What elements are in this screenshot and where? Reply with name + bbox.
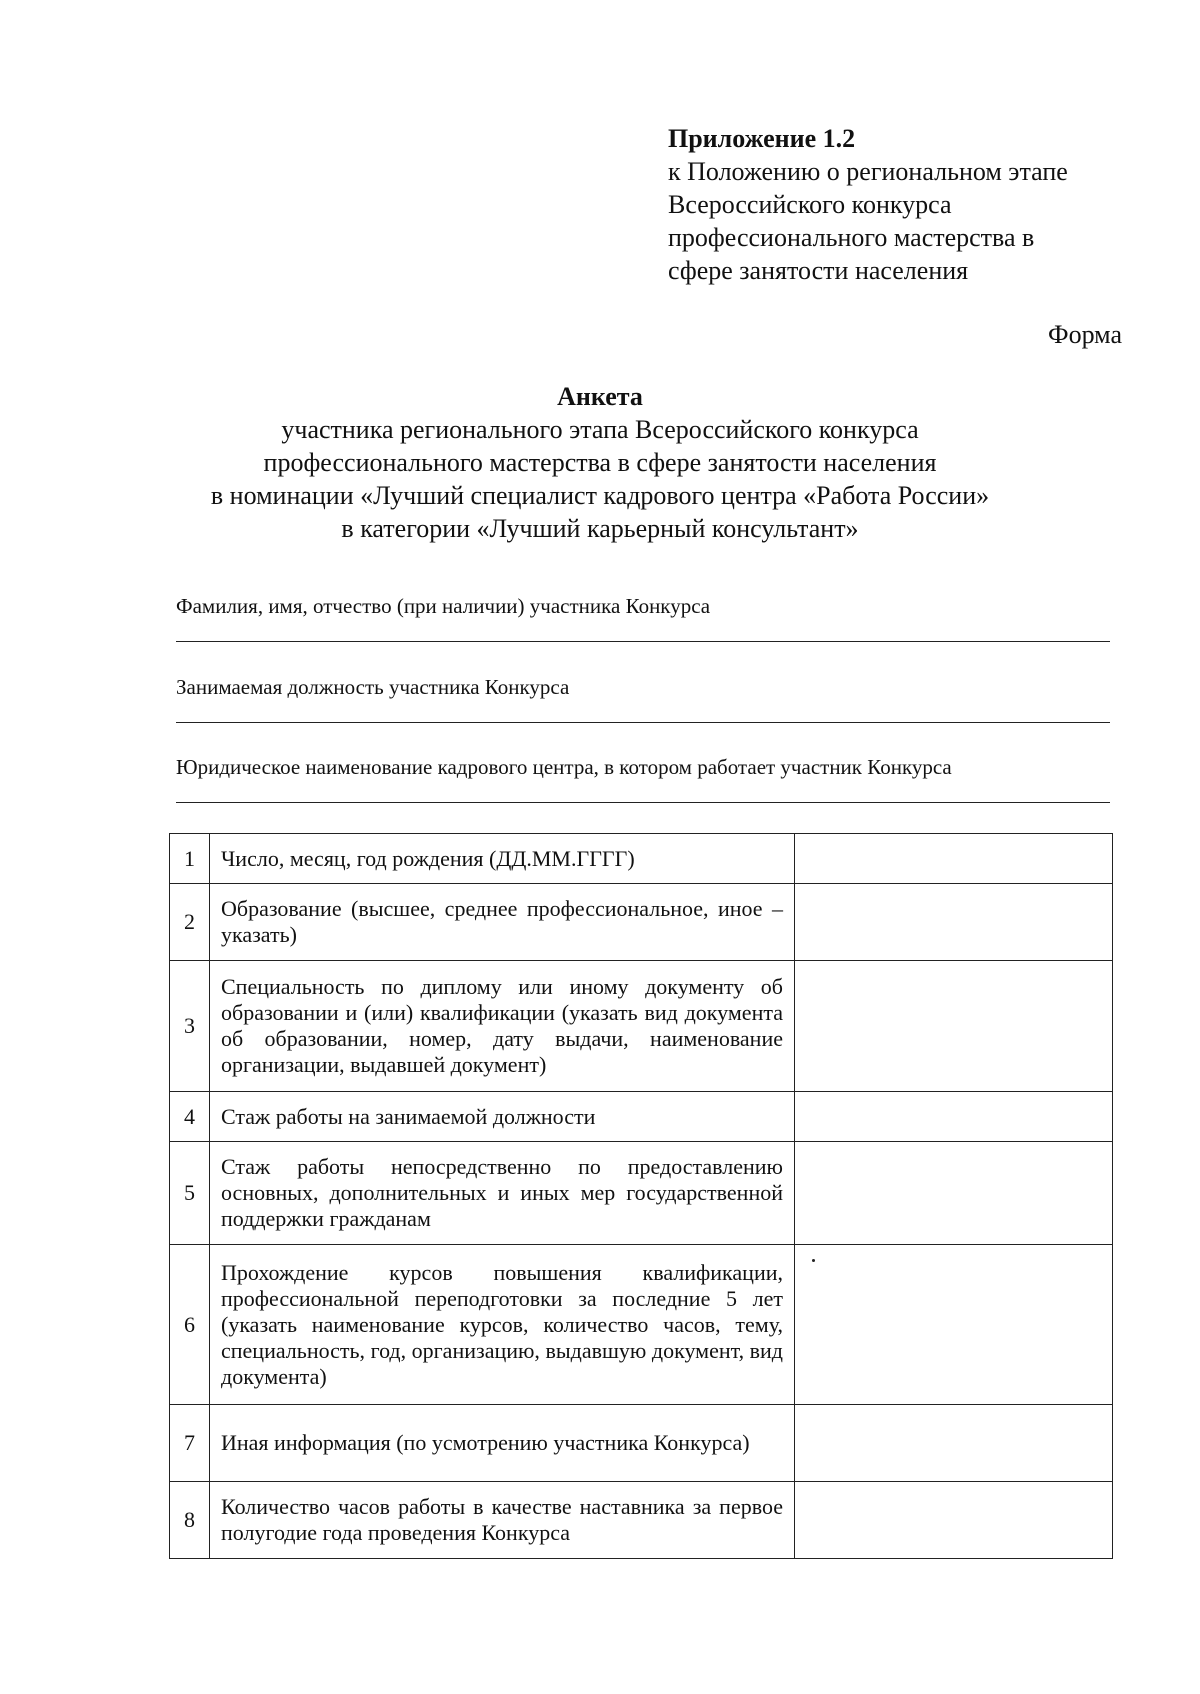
row-number: 1	[170, 834, 210, 884]
row-question: Стаж работы непосредственно по предоставлению основных, дополнительных и иных мер государственной поддержки гражданам	[210, 1142, 795, 1245]
row-number: 5	[170, 1142, 210, 1245]
questionnaire-table	[169, 833, 1113, 1559]
participant-position-line[interactable]	[176, 722, 1110, 723]
row-question: Иная информация (по усмотрению участника Конкурса)	[210, 1405, 795, 1482]
row-answer-cell[interactable]	[795, 1245, 1113, 1405]
row-answer-cell[interactable]	[795, 961, 1113, 1092]
appendix-title: Приложение 1.2	[668, 124, 856, 153]
questionnaire-header	[0, 380, 1200, 545]
row-question: Прохождение курсов повышения квалификации, профессиональной переподготовки за последние 5 лет (указать наименование курсов, количество часов, тему, специальность, год, организацию, выдавшую документ, вид документа)	[210, 1245, 795, 1405]
table-row	[170, 1245, 1113, 1405]
participant-name-label: Фамилия, имя, отчество (при наличии) участника Конкурса	[176, 594, 711, 618]
center-name-field	[176, 754, 1110, 780]
row-question: Число, месяц, год рождения (ДД.ММ.ГГГГ)	[210, 834, 795, 884]
table-row	[170, 1482, 1113, 1559]
table-row	[170, 834, 1113, 884]
row-number: 4	[170, 1092, 210, 1142]
participant-position-field	[176, 674, 1110, 700]
table-row	[170, 1405, 1113, 1482]
center-name-line[interactable]	[176, 802, 1110, 803]
row-answer-cell[interactable]	[795, 1092, 1113, 1142]
table-row	[170, 1092, 1113, 1142]
appendix-line: Всероссийского конкурса	[668, 190, 952, 219]
appendix-line: к Положению о региональном этапе	[668, 157, 1068, 186]
row-question: Специальность по диплому или иному документу об образовании и (или) квалификации (указать вид документа об образовании, номер, дату выдачи, наименование организации, выдавшей документ)	[210, 961, 795, 1092]
questionnaire-subtitle-line: участника регионального этапа Всероссийского конкурса	[281, 415, 919, 444]
row-answer-cell[interactable]	[795, 1405, 1113, 1482]
row-number: 2	[170, 884, 210, 961]
questionnaire-subtitle-line: профессионального мастерства в сфере занятости населения	[263, 448, 937, 477]
appendix-block	[668, 122, 1138, 287]
participant-name-line[interactable]	[176, 641, 1110, 642]
appendix-line: сфере занятости населения	[668, 256, 969, 285]
participant-name-field	[176, 593, 1110, 619]
row-question: Количество часов работы в качестве наставника за первое полугодие года проведения Конкурса	[210, 1482, 795, 1559]
questionnaire-subtitle-line: в номинации «Лучший специалист кадрового центра «Работа России»	[210, 481, 990, 510]
row-answer-cell[interactable]	[795, 1482, 1113, 1559]
row-answer-cell[interactable]	[795, 1142, 1113, 1245]
row-question: Образование (высшее, среднее профессиональное, иное – указать)	[210, 884, 795, 961]
row-answer-cell[interactable]	[795, 884, 1113, 961]
participant-position-label: Занимаемая должность участника Конкурса	[176, 675, 570, 699]
row-number: 7	[170, 1405, 210, 1482]
row-number: 3	[170, 961, 210, 1092]
row-answer-cell[interactable]	[795, 834, 1113, 884]
scan-speck	[812, 1259, 815, 1262]
table-row	[170, 884, 1113, 961]
appendix-line: профессионального мастерства в	[668, 223, 1035, 252]
questionnaire-title: Анкета	[557, 382, 643, 411]
table-row	[170, 961, 1113, 1092]
table-row	[170, 1142, 1113, 1245]
form-label: Форма	[1048, 320, 1122, 349]
row-question: Стаж работы на занимаемой должности	[210, 1092, 795, 1142]
row-number: 8	[170, 1482, 210, 1559]
questionnaire-subtitle-line: в категории «Лучший карьерный консультант»	[341, 514, 859, 543]
row-number: 6	[170, 1245, 210, 1405]
center-name-label: Юридическое наименование кадрового центра, в котором работает участник Конкурса	[176, 755, 952, 779]
